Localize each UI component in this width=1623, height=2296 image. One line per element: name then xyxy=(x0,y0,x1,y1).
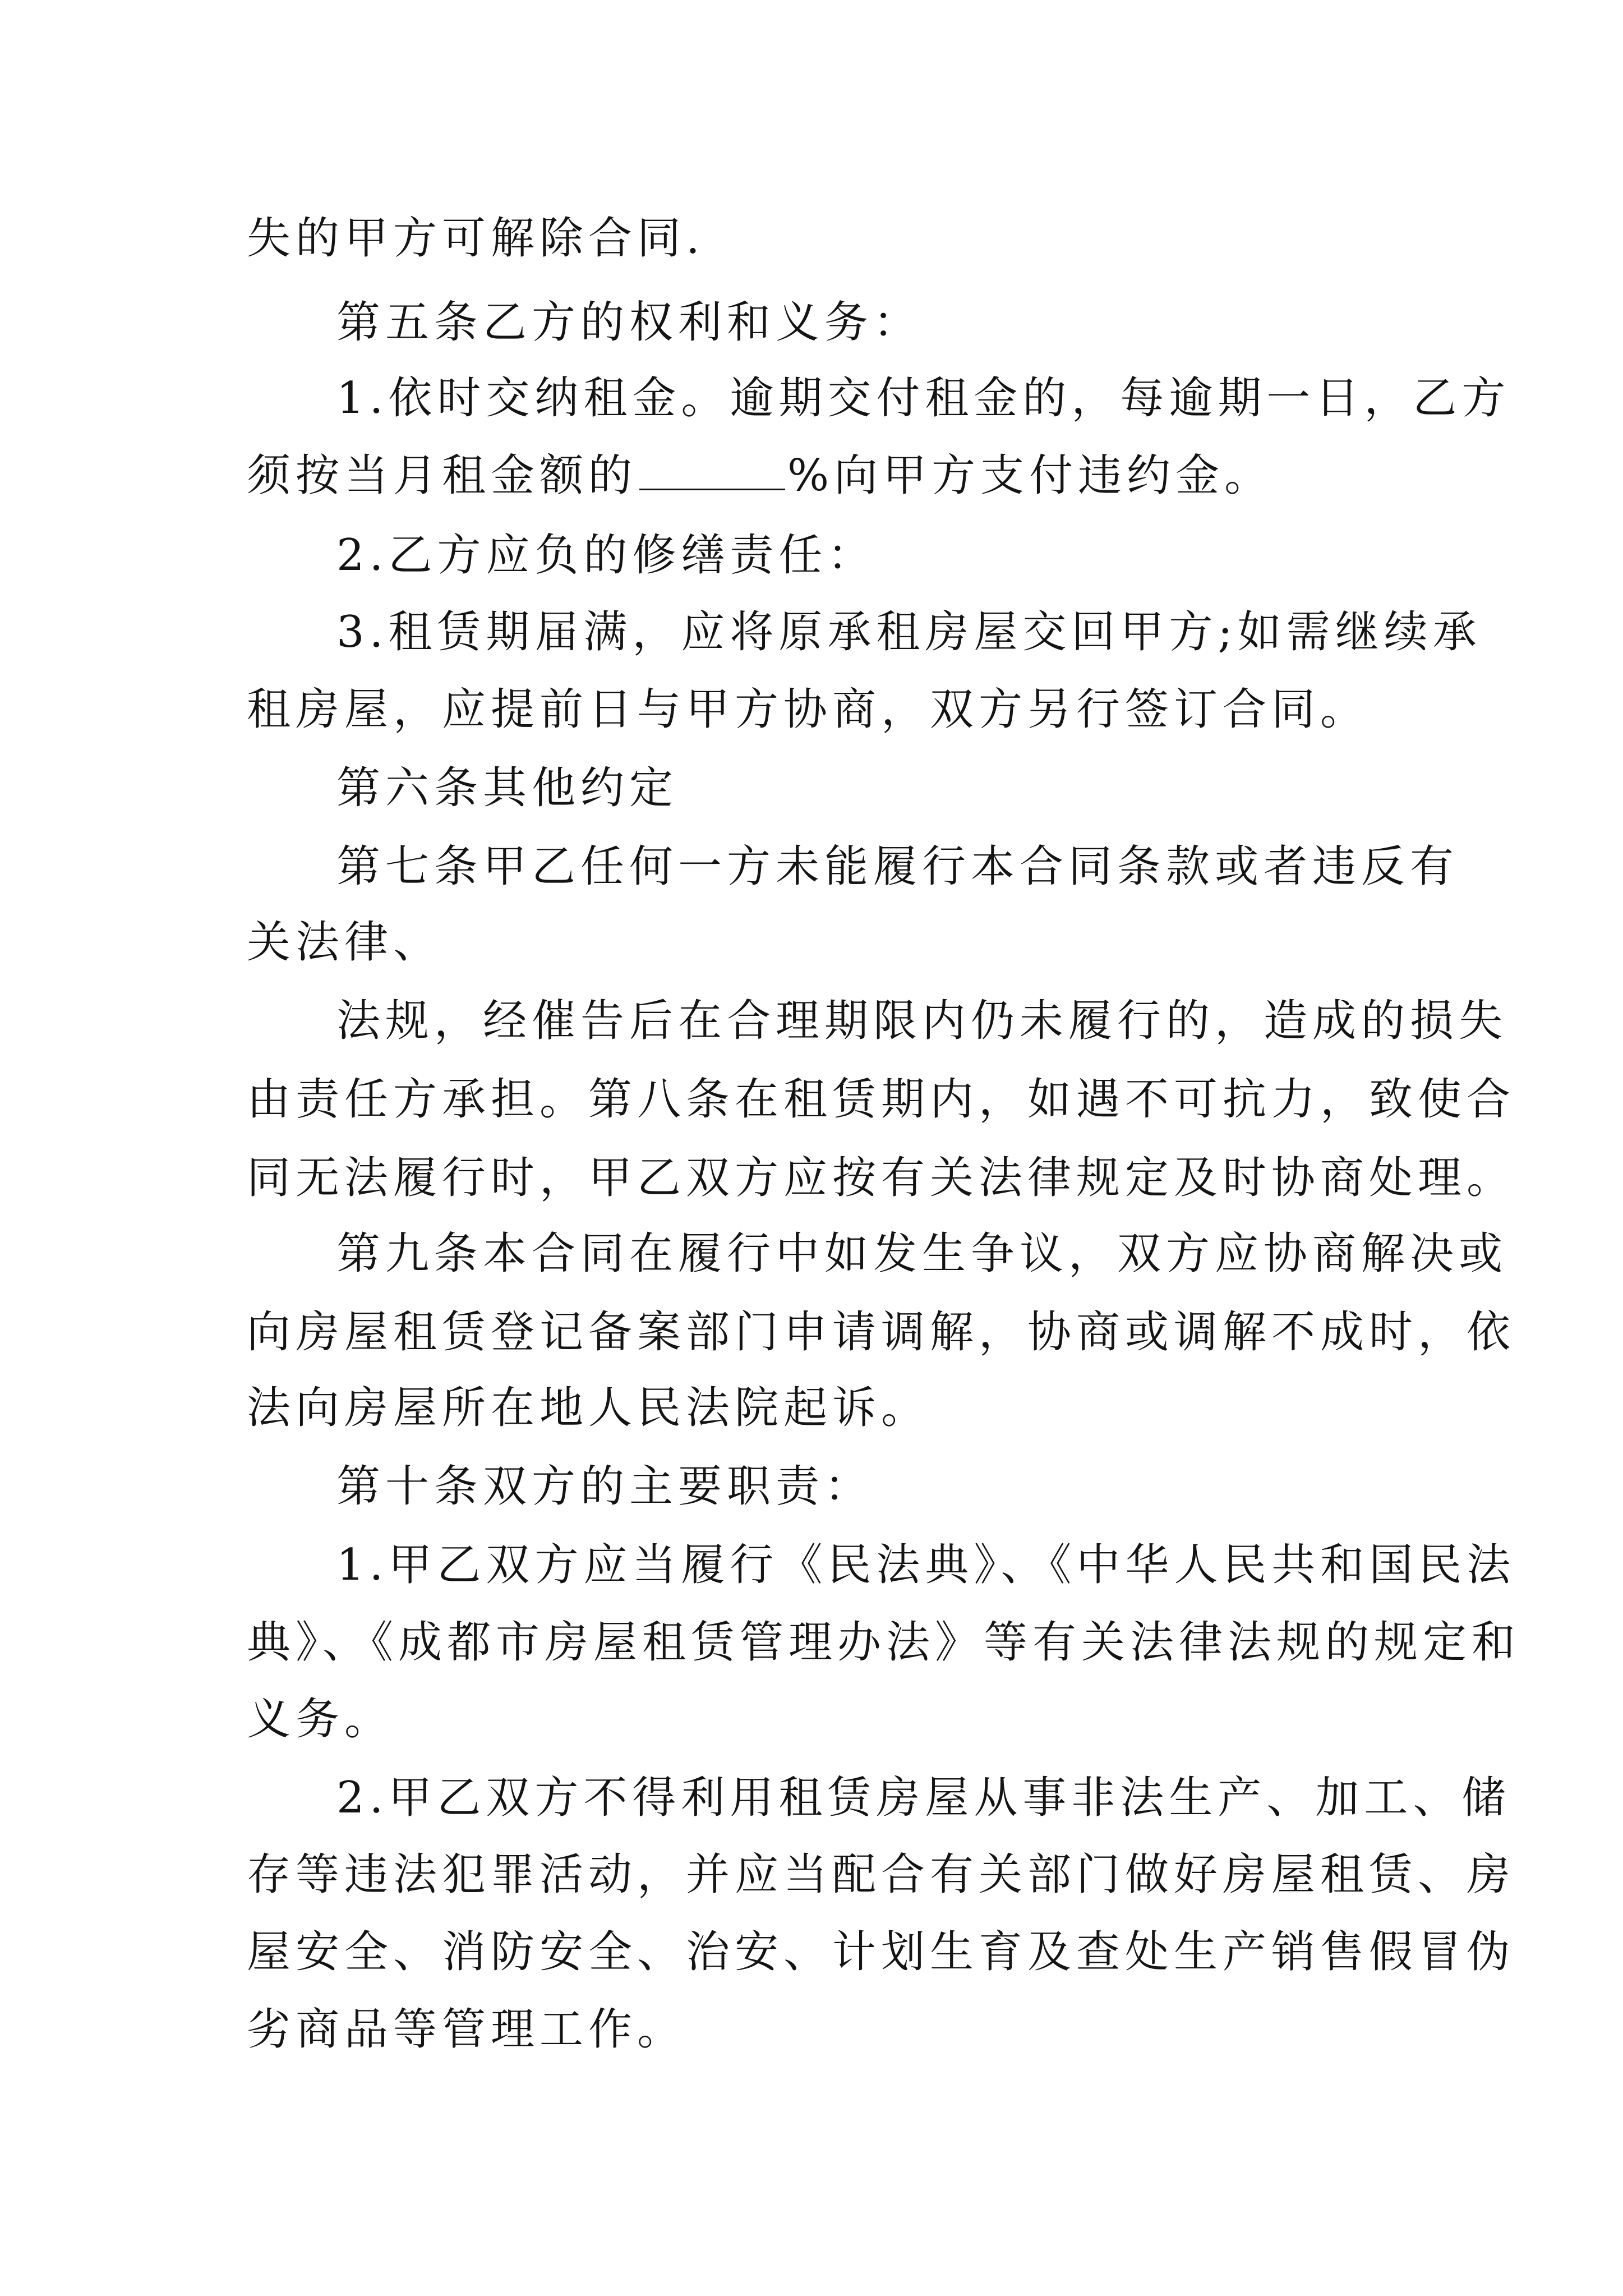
text-segment: 须按当月租金额的 xyxy=(247,450,638,501)
text-line: 法向房屋所在地人民法院起诉。 xyxy=(247,1383,930,1433)
article-heading: 第十条双方的主要职责： xyxy=(336,1461,874,1512)
text-line: 2.甲乙双方不得利用租赁房屋从事非法生产、加工、储 xyxy=(336,1773,1511,1823)
text-line: 第七条甲乙任何一方未能履行本合同条款或者违反有 xyxy=(336,841,1459,892)
text-line: 屋安全、消防安全、治安、计划生育及查处生产销售假冒伪 xyxy=(247,1927,1516,1977)
text-line-with-blank xyxy=(247,448,1273,504)
text-line: 租房屋，应提前日与甲方协商，双方另行签订合同。 xyxy=(247,684,1370,735)
text-line: 第九条本合同在履行中如发生争议，双方应协商解决或 xyxy=(336,1228,1508,1279)
text-line: 2.乙方应负的修缮责任： xyxy=(336,530,877,581)
text-line: 义务。 xyxy=(247,1694,394,1745)
article-heading: 第五条乙方的权利和义务： xyxy=(336,297,923,348)
text-line: 向房屋租赁登记备案部门申请调解，协商或调解不成时，依 xyxy=(247,1307,1516,1358)
text-segment: %向甲方支付违约金。 xyxy=(787,450,1274,501)
text-line: 关法律、 xyxy=(247,917,442,968)
text-line: 存等违法犯罪活动，并应当配合有关部门做好房屋租赁、房 xyxy=(247,1849,1516,1900)
text-line: 典》、《成都市房屋租赁管理办法》等有关法律法规的规定和 xyxy=(247,1617,1521,1668)
text-line: 由责任方承担。第八条在租赁期内，如遇不可抗力，致使合 xyxy=(247,1074,1516,1125)
text-line: 劣商品等管理工作。 xyxy=(247,2004,686,2055)
fill-in-blank xyxy=(639,485,785,490)
article-heading: 第六条其他约定 xyxy=(336,763,679,813)
text-line: 1.依时交纳租金。逾期交付租金的，每逾期一日，乙方 xyxy=(336,373,1511,424)
text-line: 法规，经催告后在合理期限内仍未履行的，造成的损失 xyxy=(336,996,1508,1046)
text-line: 1.甲乙双方应当履行《民法典》、《中华人民共和国民法 xyxy=(336,1540,1516,1590)
text-line: 3.租赁期届满，应将原承租房屋交回甲方;如需继续承 xyxy=(336,607,1482,657)
text-line: 同无法履行时，甲乙双方应按有关法律规定及时协商处理。 xyxy=(247,1153,1516,1203)
text-line: 失的甲方可解除合同. xyxy=(247,213,705,264)
